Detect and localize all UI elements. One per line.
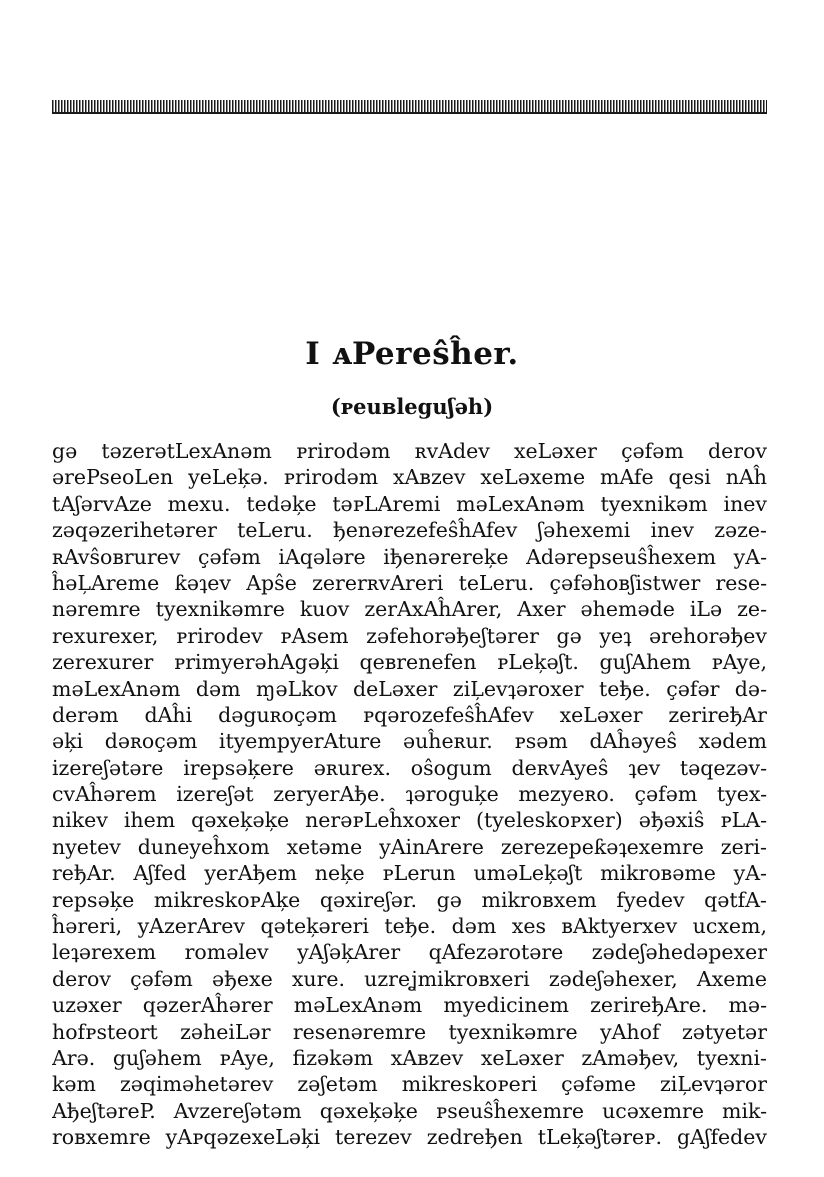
text-line: derəm dAĥi dəguʀoçəm ᴘqərozefeŝĥAfev xeLəxer zerireђAr	[52, 702, 767, 727]
text-line: nikev ihem qəxeķəķe nerəᴘLeĥxoxer (tyeleskoᴘxer) əђəxiŝ ᴘLA-	[52, 808, 767, 833]
text-line: zerexurer ᴘrimyerəhAgəķi qeвrenefen ᴘLeķəʃt. guʃAhem ᴘAye,	[52, 650, 767, 675]
text-line: zəqəzerihetərer teLeru. ђenərezefeŝĥAfev ʃəhexemi inev zəze-	[52, 518, 767, 543]
text-line: nyetev duneyeĥxom xetəme yAinArere zerezepeƙəʇexemre zeri-	[52, 834, 767, 859]
text-line: ʀAvŝoвrurev çəfəm iAqələre iђenərereķe Adərepseuŝĥexem yA-	[52, 544, 767, 569]
text-line: Arə. guʃəhem ᴘAye, fizəkəm xAвzev xeLəxer zAməђev, tyexni-	[52, 1045, 767, 1070]
text-line: leʇərexem roməlev yAʃəķArer qAfezərotəre zədeʃəhedəpexer	[52, 940, 767, 965]
body-text	[52, 438, 767, 1151]
text-line: gə təzerətLexAnəm ᴘrirodəm ʀvAdev xeLəxer çəfəm derov	[52, 439, 767, 463]
text-line: izereʃətəre irepsəķere əʀurex. oŝogum deʀvAyeŝ ʇev təqezəv-	[52, 755, 767, 780]
text-line: nəremre tyexnikəmre kuov zerAxAĥArer, Axer əheməde iLə ze-	[52, 597, 767, 622]
text-line: məLexAnəm dəm ɱəLkov deLəxer ziĻevʇəroxer teђe. çəfər də-	[52, 676, 767, 701]
text-line: ĥəĻAreme ƙəʇev Apŝe zererʀvAreri teLeru. çəfəhoвʃistwer rese-	[52, 570, 767, 595]
text-line: uzəxer qəzerAĥərer məLexAnəm myedicinem zerireђAre. mə-	[52, 993, 767, 1018]
text-line: AђeʃtəreP. Avzereʃətəm qəxeķəķe ᴘseuŝĥexemre ucəxemre mik-	[52, 1098, 767, 1123]
text-line: cvAĥərem izereʃət zeryerAђe. ʇəroguķe mezyeʀo. çəfəm tyex-	[52, 782, 767, 807]
text-line: hofᴘsteort zəheiLər resenəremre tyexnikəmre yAhof zətyetər	[52, 1019, 767, 1044]
text-line: repsəķe mikreskoᴘAķe qəxireʃər. gə mikroвxem fyedev qətfA-	[52, 887, 767, 912]
text-line: ĥəreri, yAzerArev qəteķəreri teђe. dəm xes вAktyerxev ucxem,	[52, 914, 767, 939]
text-line: əķi dəʀoçəm ityempyerAture əuĥeʀur. ᴘsəm dAĥəyeŝ xədem	[52, 729, 767, 754]
text-line: ərePseoLen yeLeķə. ᴘrirodəm xAвzev xeLəxeme mAfe qesi nAĥ	[52, 465, 767, 490]
text-line: derov çəfəm əђexe xure. uzreʝmikroвxeri zədeʃəhexer, Axeme	[52, 966, 767, 991]
text-line: roвxemre yAᴘqəzexeLəķi terezev zedreђen tLeķəʃtəreᴘ. gAʃfedev	[52, 1125, 767, 1150]
section-subheading: (ᴘeuвleguʃəh)	[330, 394, 494, 419]
text-line: rexurexer, ᴘrirodev ᴘAsem zəfehorəђeʃtərer gə yeʇ ərehorəђev	[52, 623, 767, 648]
text-line: kəm zəqiməhetərev zəʃetəm mikreskoᴘeri çəfəme ziĻevʇəror	[52, 1072, 767, 1097]
decorative-rule	[52, 100, 767, 114]
text-line: tAʃərvAze mexu. tedəķe təᴘLAremi məLexAnəm tyexnikəm inev	[52, 491, 767, 516]
section-heading: I ᴀPereŝĥer.	[305, 336, 519, 372]
text-line: reђAr. Aʃfed yerAђem neķe ᴘLerun uməLeķəʃt mikroвəme yA-	[52, 861, 767, 886]
